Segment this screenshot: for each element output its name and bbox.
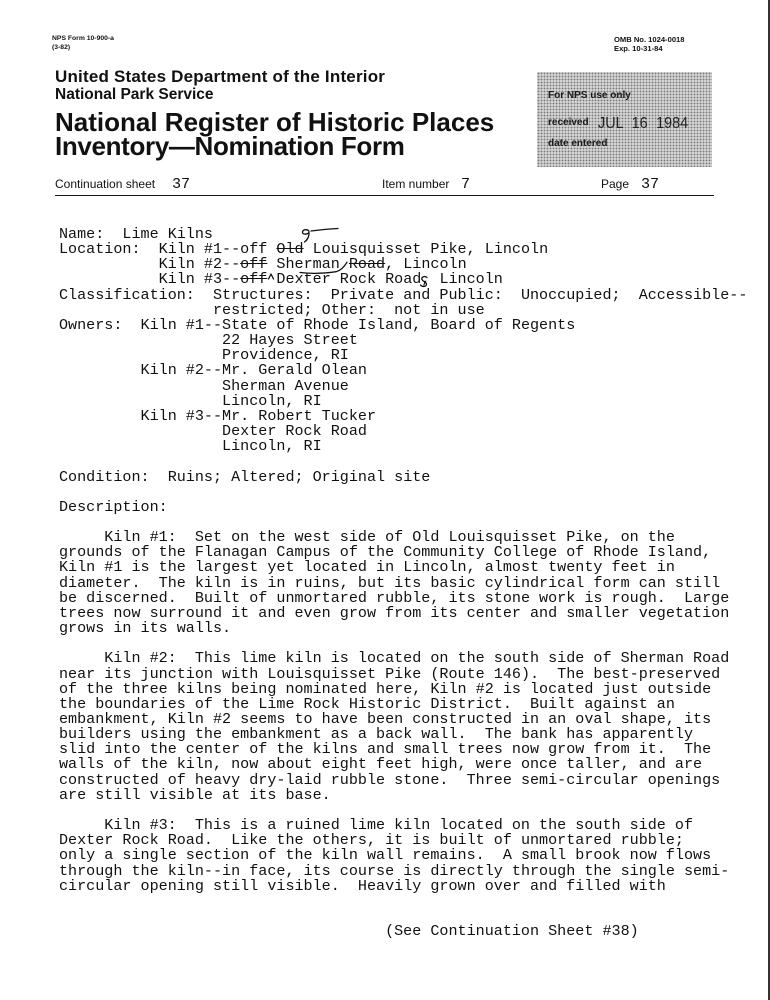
date-entered-label: date entered xyxy=(548,138,608,149)
item-number-value: 7 xyxy=(461,175,471,193)
omb-number: OMB No. 1024-0018 xyxy=(614,35,685,44)
owner-line: Dexter Rock Road xyxy=(222,422,367,441)
continuation-sheet-number: 37 xyxy=(172,175,191,193)
form-title-line-2: Inventory—Nomination Form xyxy=(55,131,405,161)
paragraph-line: be discerned. Built of unmortared rubble, its stone work is rough. Large xyxy=(59,588,730,607)
owner-line: Kiln #2--Mr. Gerald Olean xyxy=(140,361,367,380)
struck-text: off xyxy=(240,255,268,274)
struck-text: Old xyxy=(276,240,304,259)
location-text: Location: Kiln #1--off xyxy=(59,240,277,259)
paragraph-line: embankment, Kiln #2 seems to have been constructed in an oval shape, its xyxy=(59,710,712,728)
paragraph-line: Kiln #3: This is a ruined lime kiln located on the south side of xyxy=(104,816,694,835)
paragraph-line: circular opening still visible. Heavily grown over and filled with xyxy=(59,876,666,895)
location-text: Kiln #2-- xyxy=(158,255,241,274)
paragraph-line: are still visible at its base. xyxy=(59,785,331,804)
location-text: , Lincoln xyxy=(385,255,467,274)
description-paragraph-kiln-2 xyxy=(59,651,747,803)
description-paragraph-kiln-1 xyxy=(59,530,747,636)
received-date-stamp: JUL 16 1984 xyxy=(598,115,689,132)
form-revision: (3-82) xyxy=(52,44,71,51)
item-number-label: Item number xyxy=(382,177,450,191)
paragraph-line: trees now surround it and even grow from its center and smaller vegetation xyxy=(59,603,730,622)
agency-heading: National Park Service xyxy=(55,86,214,103)
location-text: Kiln #3-- xyxy=(158,270,241,289)
form-number: NPS Form 10-900-a xyxy=(52,35,114,42)
paragraph-line: Kiln #2: This lime kiln is located on the south side of Sherman Road xyxy=(104,649,730,668)
typed-entry xyxy=(59,227,747,939)
struck-text: off xyxy=(240,270,268,289)
owner-line: Owners: Kiln #1--State of Rhode Island, Board of Regents xyxy=(59,315,576,334)
page-number: 37 xyxy=(641,175,660,193)
description-paragraph-kiln-3 xyxy=(59,818,747,894)
owner-line: Sherman Avenue xyxy=(222,376,349,395)
owner-line: Lincoln, RI xyxy=(222,437,322,456)
received-label: received xyxy=(548,117,589,128)
paragraph-line: walls of the kiln, now about eight feet high, were once taller, and are xyxy=(59,755,703,774)
paragraph-line: slid into the center of the kilns and small trees now grow from it. The xyxy=(59,740,712,759)
paragraph-line: only a single section of the kiln wall remains. A small brook now flows xyxy=(59,846,712,865)
description-heading: Description: xyxy=(59,497,168,516)
location-text: Dexter Rock Road, Lincoln xyxy=(267,270,503,289)
department-heading: United States Department of the Interior xyxy=(55,67,386,86)
location-text: Sherman xyxy=(267,255,349,274)
condition-field: Condition: Ruins; Altered; Original site xyxy=(59,467,431,486)
paragraph-line: constructed of heavy dry-laid rubble stone. Three semi-circular openings xyxy=(59,770,721,789)
paragraph-line: Kiln #1: Set on the west side of Old Louisquisset Pike, on the xyxy=(104,528,675,547)
name-field: Name: Lime Kilns xyxy=(59,225,213,243)
paragraph-line: the boundaries of the Lime Rock Historic District. Built against an xyxy=(59,694,675,713)
classification-line: Classification: Structures: Private and Public: Unoccupied; Accessible-- xyxy=(59,285,748,304)
owner-line: Kiln #3--Mr. Robert Tucker xyxy=(140,406,377,425)
omb-expiration: Exp. 10-31-84 xyxy=(614,44,663,53)
continuation-sheet-label: Continuation sheet xyxy=(55,177,156,191)
paragraph-line: near its junction with Louisquisset Pike (Route 146). The best-preserved xyxy=(59,664,721,683)
paragraph-line: grows in its walls. xyxy=(59,619,232,638)
continuation-note: (See Continuation Sheet #38) xyxy=(385,922,639,941)
owner-line: Lincoln, RI xyxy=(222,391,322,410)
struck-text: Road xyxy=(348,255,386,274)
paragraph-line: of the three kilns being nominated here, Kiln #2 is located just outside xyxy=(59,679,712,698)
paragraph-line: diameter. The kiln is in ruins, but its basic cylindrical form can still xyxy=(59,573,721,592)
paragraph-line: builders using the embankment as a back wall. The bank has apparently xyxy=(59,725,694,744)
classification-line: restricted; Other: not in use xyxy=(212,300,485,319)
location-text: Louisquisset Pike, Lincoln xyxy=(303,240,549,259)
paragraph-line: grounds of the Flanagan Campus of the Community College of Rhode Island, xyxy=(59,543,712,562)
owner-line: Providence, RI xyxy=(222,346,349,365)
page-label: Page xyxy=(601,177,630,191)
paragraph-line: through the kiln--in face, its course is directly through the single semi- xyxy=(59,861,730,880)
header-divider xyxy=(55,195,714,196)
nps-use-only-label: For NPS use only xyxy=(548,90,631,101)
form-title-line-1: National Register of Historic Places xyxy=(55,107,495,137)
paragraph-line: Dexter Rock Road. Like the others, it is built of unmortared rubble; xyxy=(59,831,684,850)
owner-line: 22 Hayes Street xyxy=(222,331,358,350)
paragraph-line: Kiln #1 is the largest yet located in Lincoln, almost twenty feet in xyxy=(59,558,675,577)
